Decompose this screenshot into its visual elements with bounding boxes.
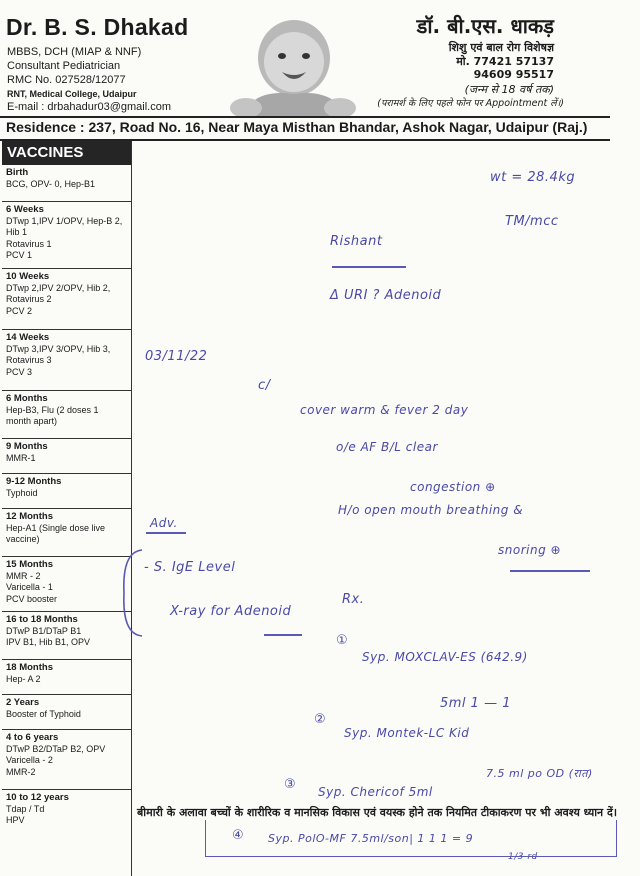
vaccine-list: Booster of Typhoid (6, 708, 81, 719)
hw-rx-label: Rx. (342, 592, 365, 607)
hw-rx-4-number: ④ (232, 828, 245, 843)
hw-rx-3: Syp. Chericof 5ml (318, 785, 433, 799)
vaccine-row (2, 509, 131, 557)
hw-rx-2-number: ② (314, 712, 327, 727)
hw-box (205, 820, 617, 857)
hw-underline (332, 266, 406, 268)
vaccine-list: MMR - 2 Varicella - 1 PCV booster (6, 570, 58, 604)
footer-note: बीमारी के अलावा बच्चों के शारीरिक व मानसिक विकास एवं वयस्क होने तक नियमित टीकाकरण पर भी अवश्य ध्यान दें। (137, 806, 617, 819)
vaccine-row (2, 790, 131, 830)
vaccine-age: 6 Months (6, 393, 48, 404)
hindi-age-note: (जन्म से 18 वर्ष तक) (464, 83, 554, 96)
phone-2: 94609 95517 (473, 68, 554, 81)
hw-complaint-3: congestion ⊕ (410, 480, 496, 494)
hw-rx-1: Syp. MOXCLAV-ES (642.9) (362, 650, 528, 664)
vaccine-row (2, 202, 131, 269)
vaccine-age: 6 Weeks (6, 204, 44, 215)
qualification: MBBS, DCH (MIAP & NNF) (7, 46, 142, 58)
vaccine-row (2, 330, 131, 391)
hw-rx-1-dose: 5ml 1 — 1 (440, 696, 511, 711)
vaccine-list: DTwp 1,IPV 1/OPV, Hep-B 2, Hib 1 Rotavirus 1 PCV 1 (6, 215, 123, 260)
hw-underline (146, 532, 186, 534)
hw-complaint-marker: c/ (258, 378, 271, 393)
vaccine-age: 10 to 12 years (6, 792, 69, 803)
hw-bracket (118, 548, 148, 638)
vaccine-age: 15 Months (6, 559, 53, 570)
vaccine-list: Hep- A 2 (6, 673, 41, 684)
vaccine-list: DTwp 3,IPV 3/OPV, Hib 3, Rotavirus 3 PCV 3 (6, 343, 111, 377)
hw-underline (510, 570, 590, 572)
hw-rx-4-fraction: 1/3 rd (508, 852, 538, 862)
hw-advice-2: X-ray for Adenoid (170, 604, 292, 619)
vaccine-row (2, 439, 131, 474)
vaccine-schedule (2, 141, 132, 876)
hw-complaint-2: o/e AF B/L clear (336, 440, 438, 454)
hw-advice-1: - S. IgE Level (144, 560, 236, 575)
hindi-specialty: शिशु एवं बाल रोग विशेषज्ञ (448, 41, 554, 54)
college: RNT, Medical College, Udaipur (7, 89, 137, 99)
vaccine-age: 18 Months (6, 662, 53, 673)
vaccine-row (2, 474, 131, 509)
role: Consultant Pediatrician (7, 60, 121, 72)
vaccine-list: Hep-A1 (Single dose live vaccine) (6, 522, 106, 544)
vaccine-list: Tdap / Td HPV (6, 803, 45, 825)
hw-complaint-1: cover warm & fever 2 day (300, 403, 469, 417)
vaccine-row (2, 269, 131, 330)
vaccines-title: VACCINES (2, 141, 131, 165)
residence-address: Residence : 237, Road No. 16, Near Maya Misthan Bhandar, Ashok Nagar, Udaipur (Raj.) (6, 119, 588, 135)
vaccine-age: 2 Years (6, 697, 40, 708)
vaccine-age: 9 Months (6, 441, 48, 452)
vaccine-list: Hep-B3, Flu (2 doses 1 month apart) (6, 404, 99, 426)
vaccine-list: DTwP B2/DTaP B2, OPV Varicella - 2 MMR-2 (6, 743, 106, 777)
hindi-doctor-name: डॉ. बी.एस. धाकड़ (416, 14, 554, 38)
vaccine-age: 12 Months (6, 511, 53, 522)
vaccine-list: MMR-1 (6, 452, 36, 463)
vaccine-age: 14 Weeks (6, 332, 50, 343)
hw-complaint-4: H/o open mouth breathing & (338, 503, 524, 517)
baby-photo (222, 16, 360, 118)
hw-date: 03/11/22 (145, 349, 208, 364)
vaccine-age: 4 to 6 years (6, 732, 59, 743)
vaccine-row (2, 165, 131, 202)
vaccine-row (2, 695, 131, 730)
hw-rx-4: Syp. PolO-MF 7.5ml/son| 1 1 1 = 9 (268, 832, 474, 845)
vaccine-age: 9-12 Months (6, 476, 62, 487)
appointment-note: (परामर्श के लिए पहले फोन पर Appointment लें।) (377, 98, 564, 109)
hw-patient-name: Rishant (330, 234, 383, 249)
hw-complaint-5: snoring ⊕ (498, 543, 562, 557)
vaccine-row (2, 660, 131, 695)
phone-1: मो. 77421 57137 (456, 55, 554, 68)
vaccine-age: 10 Weeks (6, 271, 50, 282)
hw-rx-2: Syp. Montek-LC Kid (344, 726, 470, 740)
doctor-name: Dr. B. S. Dhakad (6, 14, 189, 40)
email: E-mail : drbahadur03@gmail.com (7, 101, 172, 113)
vaccine-list: Typhoid (6, 487, 38, 498)
hw-rx-1-number: ① (336, 633, 349, 648)
hw-weight: wt = 28.4kg (490, 170, 576, 185)
hw-rx-2-dose: 7.5 ml po OD (रात) (486, 767, 593, 780)
hw-diagnosis: Δ URI ? Adenoid (330, 288, 442, 303)
hw-underline (264, 634, 302, 636)
vaccine-row (2, 557, 131, 612)
vaccine-list: DTwp 2,IPV 2/OPV, Hib 2, Rotavirus 2 PCV 2 (6, 282, 111, 316)
hw-mcc: TM/mcc (505, 214, 559, 229)
vaccine-row (2, 730, 131, 790)
hw-advice-label: Adv. (150, 516, 178, 530)
vaccine-row (2, 391, 131, 439)
vaccine-age: Birth (6, 167, 29, 178)
vaccine-age: 16 to 18 Months (6, 614, 78, 625)
hw-rx-3-number: ③ (284, 777, 297, 792)
header-divider (0, 116, 610, 118)
vaccine-list: BCG, OPV- 0, Hep-B1 (6, 178, 96, 189)
vaccine-list: DTwP B1/DTaP B1 IPV B1, Hib B1, OPV (6, 625, 91, 647)
rmc-number: RMC No. 027528/12077 (7, 74, 126, 86)
vaccine-row (2, 612, 131, 660)
